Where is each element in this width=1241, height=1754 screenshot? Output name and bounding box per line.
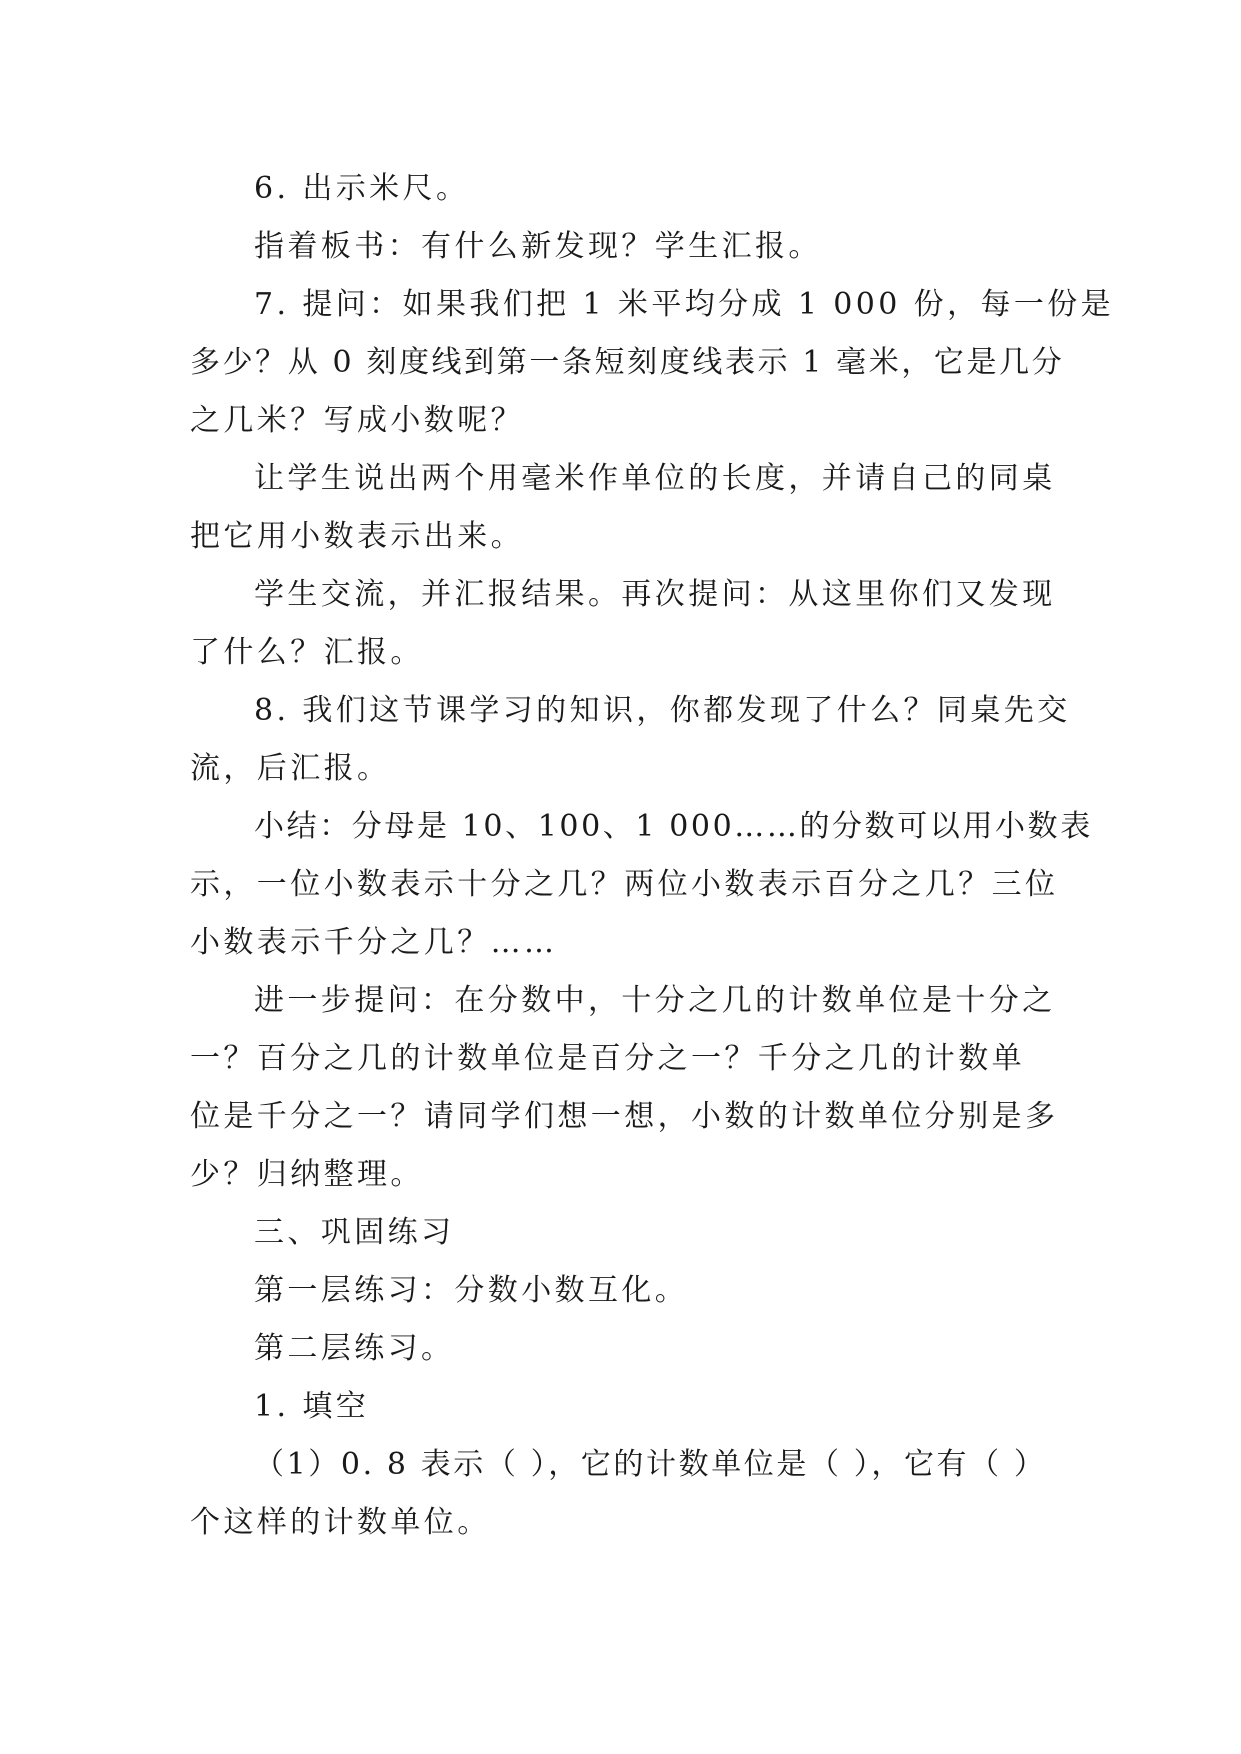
exercise-level-2: 第二层练习。 [254,1331,455,1366]
paragraph-line: 进一步提问：在分数中，十分之几的计数单位是十分之 [254,983,1056,1018]
paragraph-line: 个这样的计数单位。 [190,1505,491,1540]
section-heading: 三、巩固练习 [254,1215,455,1250]
document-body [190,160,1115,1552]
fill-blank-question: （1）0. 8 表示（ ），它的计数单位是（ ），它有（ ） [254,1447,1047,1482]
step-6-heading: 6. 出示米尺。 [254,171,470,206]
paragraph-line: 少？归纳整理。 [190,1157,424,1192]
paragraph-line: 让学生说出两个用毫米作单位的长度，并请自己的同桌 [254,461,1056,496]
paragraph-line: 指着板书：有什么新发现？学生汇报。 [254,229,822,264]
summary-line: 小结：分母是 10、100、1 000……的分数可以用小数表 [254,809,1093,844]
paragraph-line: 了什么？汇报。 [190,635,424,670]
exercise-level-1: 第一层练习：分数小数互化。 [254,1273,689,1308]
paragraph-line: 流，后汇报。 [190,751,391,786]
paragraph-line: 一？百分之几的计数单位是百分之一？千分之几的计数单 [190,1041,1025,1076]
step-7-question: 7. 提问：如果我们把 1 米平均分成 1 000 份，每一份是 [254,287,1115,322]
paragraph-line: 之几米？写成小数呢？ [190,403,524,438]
paragraph-line: 小数表示千分之几？…… [190,925,558,960]
paragraph-line: 位是千分之一？请同学们想一想，小数的计数单位分别是多 [190,1099,1059,1134]
paragraph-line: 学生交流，并汇报结果。再次提问：从这里你们又发现 [254,577,1056,612]
paragraph-line: 示，一位小数表示十分之几？两位小数表示百分之几？三位 [190,867,1059,902]
paragraph-line: 把它用小数表示出来。 [190,519,524,554]
paragraph-line: 多少？从 0 刻度线到第一条短刻度线表示 1 毫米，它是几分 [190,345,1065,380]
step-8-question: 8. 我们这节课学习的知识，你都发现了什么？同桌先交 [254,693,1071,728]
fill-blank-heading: 1. 填空 [254,1389,370,1424]
